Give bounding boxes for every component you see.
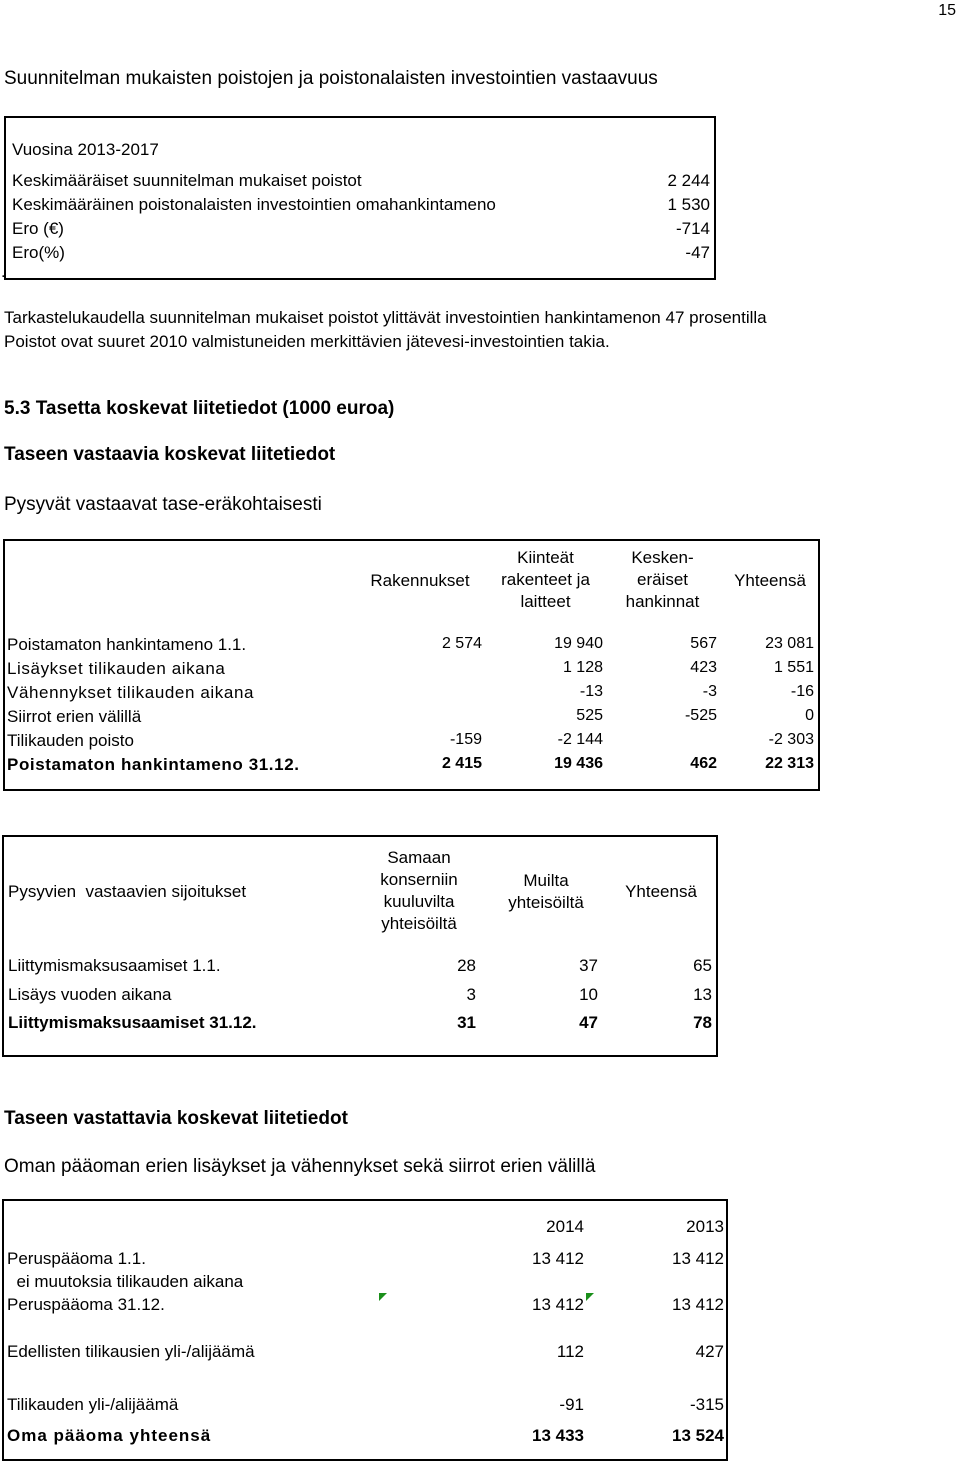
- column-header: Kiinteät rakenteet ja laitteet: [501, 548, 590, 611]
- table-row-label: Liittymismaksusaamiset 1.1.: [8, 956, 221, 975]
- table-cell: -159: [449, 731, 482, 748]
- heading-5-3: 5.3 Tasetta koskevat liitetiedot (1000 euroa): [4, 398, 395, 419]
- heading-vastattavia: Taseen vastattavia koskevat liitetiedot: [4, 1108, 348, 1129]
- section-title: Suunnitelman mukaisten poistojen ja poistonalaisten investointien vastaavuus: [4, 68, 658, 89]
- table-cell: -13: [579, 683, 603, 700]
- table-cell: 13 412: [532, 1249, 584, 1268]
- table-cell: 22 313: [765, 755, 814, 772]
- table-cell: 423: [690, 659, 717, 676]
- table-cell: 65: [693, 956, 712, 975]
- table-row-label: Tilikauden yli-/alijäämä: [7, 1395, 179, 1414]
- table-row-label: Peruspääoma 31.12.: [7, 1295, 165, 1314]
- equity-table: [2, 1199, 728, 1461]
- column-header: Rakennukset: [370, 571, 470, 590]
- table-row-label: Liittymismaksusaamiset 31.12.: [8, 1013, 257, 1032]
- table-cell: 0: [805, 707, 814, 724]
- table-cell: -2 303: [768, 731, 814, 748]
- table-cell: -315: [689, 1395, 724, 1414]
- subheading-oma: Oman pääoman erien lisäykset ja vähennykset sekä siirrot erien välillä: [4, 1156, 596, 1177]
- averages-row-label: Ero(%): [12, 243, 65, 262]
- table-cell: -91: [559, 1395, 584, 1414]
- column-header: Muilta yhteisöiltä: [508, 871, 584, 912]
- table-cell: -525: [684, 707, 717, 724]
- table-row-label: Edellisten tilikausien yli-/alijäämä: [7, 1342, 255, 1361]
- table-cell: 47: [579, 1013, 598, 1032]
- table-row-label: Vähennykset tilikauden aikana: [7, 683, 255, 702]
- table-cell: 3: [466, 985, 476, 1004]
- table-cell: 19 940: [554, 635, 603, 652]
- table-cell: 427: [695, 1342, 724, 1361]
- table-cell: -2 144: [557, 731, 603, 748]
- investments-title: Pysyvien vastaavien sijoitukset: [8, 882, 247, 901]
- table-cell: 13 412: [672, 1249, 724, 1268]
- averages-row-label: Ero (€): [12, 219, 64, 238]
- table-cell: 525: [576, 707, 603, 724]
- page-number: 15: [938, 2, 956, 19]
- table-cell: 13 412: [672, 1295, 724, 1314]
- averages-row-label: Keskimääräiset suunnitelman mukaiset poistot: [12, 171, 362, 190]
- table-cell: 1 128: [562, 659, 603, 676]
- table-row-label: Siirrot erien välillä: [7, 707, 142, 726]
- column-header: Kesken- eräiset hankinnat: [625, 548, 700, 611]
- table-cell: 31: [457, 1013, 476, 1032]
- averages-row-value: 2 244: [667, 171, 710, 190]
- subheading-pysyvat: Pysyvät vastaavat tase-eräkohtaisesti: [4, 494, 322, 515]
- heading-vastaavia: Taseen vastaavia koskevat liitetiedot: [4, 444, 336, 465]
- stray-dot: .: [1, 264, 6, 281]
- table-cell: 10: [579, 985, 598, 1004]
- table-row-label: Oma pääoma yhteensä: [7, 1426, 212, 1445]
- table-row-label: Peruspääoma 1.1.: [7, 1249, 146, 1268]
- table-cell: 567: [690, 635, 717, 652]
- paragraph-line: Tarkastelukaudella suunnitelman mukaiset poistot ylittävät investointien hankintamenon 47 prosentilla: [4, 308, 767, 327]
- table-cell: 2 415: [441, 755, 482, 772]
- averages-row-value: -47: [685, 243, 710, 262]
- table-cell: -3: [702, 683, 717, 700]
- table-cell: 19 436: [554, 755, 603, 772]
- table-cell: 13: [693, 985, 712, 1004]
- table-row-label: Poistamaton hankintameno 1.1.: [7, 635, 247, 654]
- table-cell: 112: [556, 1342, 584, 1361]
- table-cell: -16: [790, 683, 814, 700]
- table-cell: 13 412: [532, 1295, 584, 1314]
- comment-marker: [586, 1293, 594, 1301]
- table-cell: 13 524: [672, 1426, 724, 1445]
- column-header: 2014: [546, 1217, 584, 1236]
- averages-heading: Vuosina 2013-2017: [12, 140, 159, 159]
- table-cell: 78: [693, 1013, 712, 1032]
- table-row-label: Lisäykset tilikauden aikana: [7, 659, 226, 678]
- averages-row-label: Keskimääräinen poistonalaisten investointien omahankintameno: [12, 195, 496, 214]
- comment-marker: [379, 1293, 387, 1301]
- table-cell: 23 081: [765, 635, 814, 652]
- column-header: 2013: [686, 1217, 724, 1236]
- table-cell: 2 574: [441, 635, 482, 652]
- table-row-label: Tilikauden poisto: [7, 731, 134, 750]
- table-cell: 462: [690, 755, 717, 772]
- table-row-label: Lisäys vuoden aikana: [8, 985, 172, 1004]
- column-header: Yhteensä: [734, 571, 806, 590]
- column-header: Yhteensä: [625, 882, 697, 901]
- table-cell: 13 433: [532, 1426, 584, 1445]
- averages-row-value: 1 530: [667, 195, 710, 214]
- column-header: Samaan konserniin kuuluvilta yhteisöiltä: [380, 848, 458, 933]
- paragraph-line: Poistot ovat suuret 2010 valmistuneiden merkittävien jätevesi-investointien takia.: [4, 332, 610, 351]
- table-cell: 37: [579, 956, 598, 975]
- table-row-label: Poistamaton hankintameno 31.12.: [7, 755, 300, 774]
- averages-row-value: -714: [675, 219, 710, 238]
- table-cell: 28: [457, 956, 476, 975]
- table-cell: 1 551: [773, 659, 814, 676]
- table-row-label: ei muutoksia tilikauden aikana: [7, 1272, 244, 1291]
